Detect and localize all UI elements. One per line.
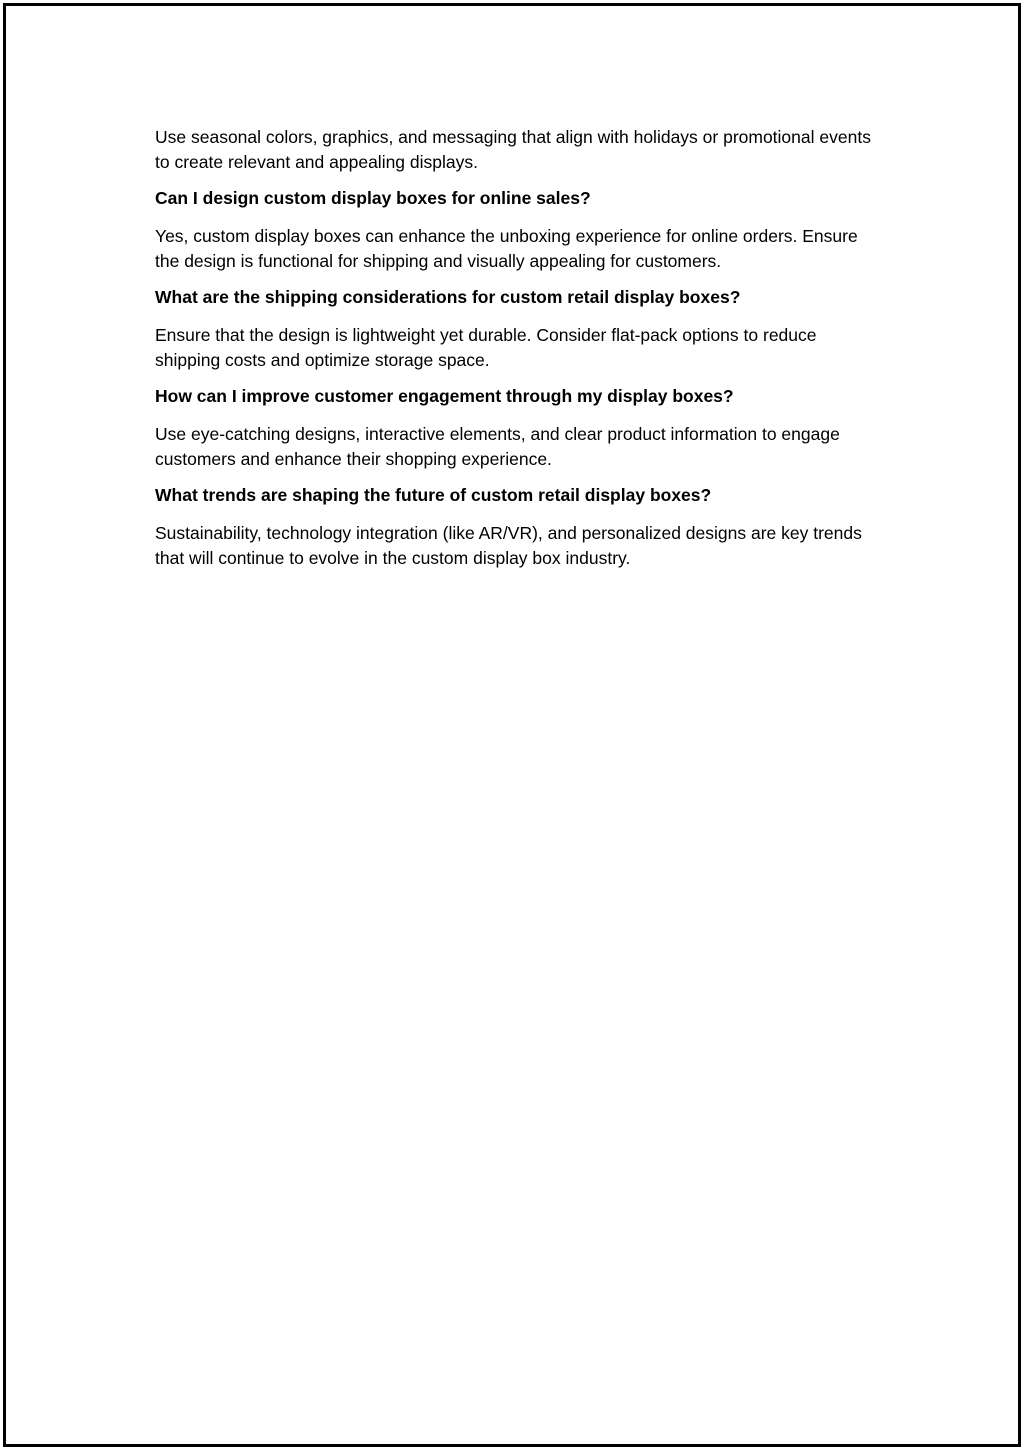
answer-paragraph: Use eye-catching designs, interactive elements, and clear product information to engage customers and enhance their shopping experience. [155,424,840,469]
answer-paragraph: Use seasonal colors, graphics, and messaging that align with holidays or promotional events to create relevant and appealing displays. [155,127,871,172]
answer-paragraph: Ensure that the design is lightweight yet durable. Consider flat-pack options to reduce shipping costs and optimize storage space. [155,325,817,370]
answer-paragraph: Yes, custom display boxes can enhance the unboxing experience for online orders. Ensure the design is functional for shipping and visually appealing for customers. [155,226,858,271]
question-heading: Can I design custom display boxes for online sales? [155,188,591,208]
answer-paragraph: Sustainability, technology integration (like AR/VR), and personalized designs are key trends that will continue to evolve in the custom display box industry. [155,523,862,568]
question-heading: How can I improve customer engagement through my display boxes? [155,386,734,406]
document-body [155,125,875,582]
question-heading: What trends are shaping the future of custom retail display boxes? [155,485,712,505]
question-heading: What are the shipping considerations for custom retail display boxes? [155,287,741,307]
